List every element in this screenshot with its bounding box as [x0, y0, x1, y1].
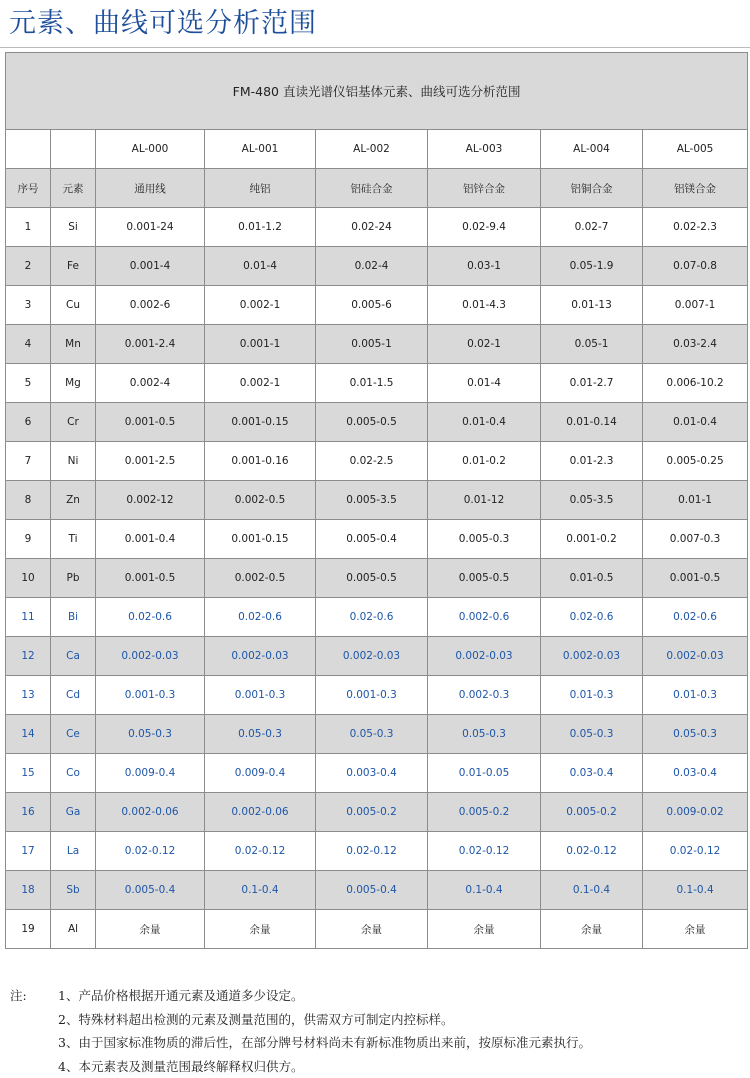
row-seq: 9	[6, 520, 51, 559]
note-line	[10, 984, 745, 1008]
range-cell: 0.01-0.4	[643, 403, 748, 442]
row-seq: 17	[6, 832, 51, 871]
range-cell: 0.02-0.12	[316, 832, 428, 871]
range-cell: 0.02-0.12	[643, 832, 748, 871]
range-cell: 0.01-12	[428, 481, 541, 520]
range-cell: 0.005-0.4	[96, 871, 205, 910]
range-cell: 0.009-0.4	[205, 754, 316, 793]
range-cell: 0.002-0.03	[205, 637, 316, 676]
range-cell: 0.002-1	[205, 364, 316, 403]
table-row	[6, 676, 748, 715]
range-cell: 0.02-0.6	[205, 598, 316, 637]
notes-label: 注:	[10, 984, 58, 1008]
table-row	[6, 208, 748, 247]
row-seq: 5	[6, 364, 51, 403]
table-row	[6, 481, 748, 520]
table-row	[6, 715, 748, 754]
table-row	[6, 403, 748, 442]
range-cell: 0.03-0.4	[541, 754, 643, 793]
range-cell: 0.02-0.12	[541, 832, 643, 871]
range-cell: 0.001-4	[96, 247, 205, 286]
range-cell: 0.001-0.5	[96, 403, 205, 442]
row-element: Mn	[51, 325, 96, 364]
column-header-seq: 序号	[6, 169, 51, 208]
row-seq: 11	[6, 598, 51, 637]
page-title: 元素、曲线可选分析范围	[9, 4, 317, 44]
range-cell: 0.005-0.2	[316, 793, 428, 832]
range-cell: 0.001-2.5	[96, 442, 205, 481]
range-cell: 0.05-0.3	[643, 715, 748, 754]
curve-code: AL-003	[428, 130, 541, 169]
range-cell: 余量	[205, 910, 316, 949]
row-seq: 18	[6, 871, 51, 910]
range-cell: 0.005-0.2	[541, 793, 643, 832]
range-cell: 0.02-0.6	[643, 598, 748, 637]
range-cell: 0.002-0.6	[428, 598, 541, 637]
range-cell: 0.001-0.3	[316, 676, 428, 715]
range-cell: 0.005-3.5	[316, 481, 428, 520]
range-cell: 0.005-0.4	[316, 520, 428, 559]
header-empty-cell	[6, 130, 51, 169]
row-element: Cd	[51, 676, 96, 715]
range-cell: 0.02-0.6	[541, 598, 643, 637]
table-row	[6, 832, 748, 871]
range-cell: 0.05-0.3	[428, 715, 541, 754]
range-cell: 0.01-1	[643, 481, 748, 520]
range-cell: 0.007-0.3	[643, 520, 748, 559]
table-caption-row	[6, 53, 748, 130]
range-cell: 余量	[96, 910, 205, 949]
range-cell: 0.02-4	[316, 247, 428, 286]
range-cell: 0.002-0.5	[205, 481, 316, 520]
row-element: Ce	[51, 715, 96, 754]
table-row	[6, 520, 748, 559]
notes	[10, 984, 745, 1078]
range-cell: 0.02-0.12	[96, 832, 205, 871]
row-element: Bi	[51, 598, 96, 637]
note-line	[10, 1055, 745, 1078]
row-element: Mg	[51, 364, 96, 403]
row-seq: 19	[6, 910, 51, 949]
range-cell: 0.02-7	[541, 208, 643, 247]
row-seq: 16	[6, 793, 51, 832]
row-element: Fe	[51, 247, 96, 286]
range-cell: 0.001-0.2	[541, 520, 643, 559]
range-cell: 0.002-0.03	[316, 637, 428, 676]
range-cell: 0.01-4	[428, 364, 541, 403]
table-row	[6, 364, 748, 403]
row-seq: 12	[6, 637, 51, 676]
range-cell: 0.005-0.5	[316, 403, 428, 442]
range-cell: 0.01-0.2	[428, 442, 541, 481]
range-cell: 0.005-1	[316, 325, 428, 364]
row-seq: 15	[6, 754, 51, 793]
range-cell: 0.001-1	[205, 325, 316, 364]
range-cell: 0.01-0.5	[541, 559, 643, 598]
row-seq: 2	[6, 247, 51, 286]
range-cell: 0.02-0.6	[96, 598, 205, 637]
range-cell: 0.1-0.4	[428, 871, 541, 910]
range-cell: 0.01-2.3	[541, 442, 643, 481]
range-cell: 0.01-13	[541, 286, 643, 325]
row-element: Zn	[51, 481, 96, 520]
range-cell: 0.002-0.03	[428, 637, 541, 676]
element-range-table	[5, 52, 748, 949]
row-seq: 3	[6, 286, 51, 325]
table-row	[6, 598, 748, 637]
range-cell: 0.02-0.12	[205, 832, 316, 871]
table-row	[6, 793, 748, 832]
table-row	[6, 754, 748, 793]
range-cell: 0.01-1.2	[205, 208, 316, 247]
range-cell: 0.005-6	[316, 286, 428, 325]
row-element: Co	[51, 754, 96, 793]
range-cell: 0.03-1	[428, 247, 541, 286]
curve-code: AL-000	[96, 130, 205, 169]
row-element: Cu	[51, 286, 96, 325]
range-cell: 余量	[316, 910, 428, 949]
range-cell: 0.05-0.3	[96, 715, 205, 754]
range-cell: 0.01-2.7	[541, 364, 643, 403]
range-cell: 0.07-0.8	[643, 247, 748, 286]
title-divider	[0, 47, 750, 48]
row-seq: 6	[6, 403, 51, 442]
range-cell: 0.01-0.05	[428, 754, 541, 793]
row-element: Ni	[51, 442, 96, 481]
range-cell: 0.03-2.4	[643, 325, 748, 364]
note-item: 4、本元素表及测量范围最终解释权归供方。	[58, 1059, 303, 1074]
range-cell: 0.005-0.25	[643, 442, 748, 481]
range-cell: 0.002-0.06	[96, 793, 205, 832]
range-cell: 0.02-0.6	[316, 598, 428, 637]
range-cell: 0.03-0.4	[643, 754, 748, 793]
table-caption: FM-480 直读光谱仪铝基体元素、曲线可选分析范围	[6, 53, 748, 130]
header-empty-cell	[51, 130, 96, 169]
curve-code-row	[6, 130, 748, 169]
range-cell: 0.001-0.5	[643, 559, 748, 598]
range-cell: 0.006-10.2	[643, 364, 748, 403]
range-cell: 余量	[541, 910, 643, 949]
row-element: La	[51, 832, 96, 871]
range-cell: 0.1-0.4	[541, 871, 643, 910]
note-item: 3、由于国家标准物质的滞后性，在部分牌号材料尚未有新标准物质出来前，按原标准元素执行。	[58, 1035, 591, 1050]
range-cell: 0.002-4	[96, 364, 205, 403]
column-header-element: 元素	[51, 169, 96, 208]
curve-code: AL-004	[541, 130, 643, 169]
range-cell: 0.02-1	[428, 325, 541, 364]
row-element: Ca	[51, 637, 96, 676]
range-cell: 0.01-0.3	[541, 676, 643, 715]
table-row	[6, 871, 748, 910]
range-cell: 0.01-0.14	[541, 403, 643, 442]
row-seq: 10	[6, 559, 51, 598]
range-cell: 0.01-0.4	[428, 403, 541, 442]
range-cell: 0.001-0.16	[205, 442, 316, 481]
curve-code: AL-002	[316, 130, 428, 169]
table-row	[6, 910, 748, 949]
table-row	[6, 637, 748, 676]
curve-name: 通用线	[96, 169, 205, 208]
range-cell: 0.02-2.5	[316, 442, 428, 481]
range-cell: 0.05-3.5	[541, 481, 643, 520]
range-cell: 0.1-0.4	[643, 871, 748, 910]
note-item: 1、产品价格根据开通元素及通道多少设定。	[58, 988, 303, 1003]
note-line	[10, 1008, 745, 1032]
row-element: Ti	[51, 520, 96, 559]
row-element: Ga	[51, 793, 96, 832]
range-cell: 0.001-0.3	[205, 676, 316, 715]
note-item: 2、特殊材料超出检测的元素及测量范围的，供需双方可制定内控标样。	[58, 1012, 453, 1027]
table-row	[6, 442, 748, 481]
table-row	[6, 247, 748, 286]
range-cell: 0.005-0.5	[316, 559, 428, 598]
range-cell: 0.002-0.5	[205, 559, 316, 598]
range-cell: 0.05-1	[541, 325, 643, 364]
range-cell: 0.001-24	[96, 208, 205, 247]
range-cell: 0.005-0.4	[316, 871, 428, 910]
row-seq: 8	[6, 481, 51, 520]
table-row	[6, 325, 748, 364]
table-row	[6, 559, 748, 598]
range-cell: 0.007-1	[643, 286, 748, 325]
range-cell: 余量	[428, 910, 541, 949]
range-cell: 0.02-24	[316, 208, 428, 247]
curve-name: 铝硅合金	[316, 169, 428, 208]
range-cell: 0.001-0.3	[96, 676, 205, 715]
range-cell: 0.005-0.5	[428, 559, 541, 598]
range-cell: 0.009-0.02	[643, 793, 748, 832]
range-cell: 0.002-0.03	[96, 637, 205, 676]
row-seq: 4	[6, 325, 51, 364]
curve-name: 纯铝	[205, 169, 316, 208]
range-cell: 余量	[643, 910, 748, 949]
range-cell: 0.05-1.9	[541, 247, 643, 286]
table-row	[6, 286, 748, 325]
row-seq: 1	[6, 208, 51, 247]
curve-name: 铝镁合金	[643, 169, 748, 208]
curve-name: 铝锌合金	[428, 169, 541, 208]
range-cell: 0.003-0.4	[316, 754, 428, 793]
range-cell: 0.002-0.03	[643, 637, 748, 676]
range-cell: 0.002-0.3	[428, 676, 541, 715]
range-cell: 0.001-2.4	[96, 325, 205, 364]
range-cell: 0.05-0.3	[541, 715, 643, 754]
curve-code: AL-001	[205, 130, 316, 169]
range-cell: 0.05-0.3	[316, 715, 428, 754]
range-cell: 0.05-0.3	[205, 715, 316, 754]
curve-name-row	[6, 169, 748, 208]
note-line	[10, 1031, 745, 1055]
range-cell: 0.002-0.03	[541, 637, 643, 676]
row-seq: 13	[6, 676, 51, 715]
range-cell: 0.001-0.15	[205, 520, 316, 559]
range-cell: 0.002-0.06	[205, 793, 316, 832]
row-element: Pb	[51, 559, 96, 598]
range-cell: 0.1-0.4	[205, 871, 316, 910]
range-cell: 0.002-12	[96, 481, 205, 520]
range-cell: 0.005-0.3	[428, 520, 541, 559]
range-cell: 0.02-0.12	[428, 832, 541, 871]
range-cell: 0.01-4.3	[428, 286, 541, 325]
row-element: Sb	[51, 871, 96, 910]
range-cell: 0.002-6	[96, 286, 205, 325]
range-cell: 0.01-4	[205, 247, 316, 286]
row-seq: 14	[6, 715, 51, 754]
range-cell: 0.001-0.15	[205, 403, 316, 442]
range-cell: 0.01-1.5	[316, 364, 428, 403]
row-seq: 7	[6, 442, 51, 481]
curve-name: 铝铜合金	[541, 169, 643, 208]
curve-code: AL-005	[643, 130, 748, 169]
range-cell: 0.005-0.2	[428, 793, 541, 832]
row-element: Cr	[51, 403, 96, 442]
row-element: Si	[51, 208, 96, 247]
range-cell: 0.002-1	[205, 286, 316, 325]
range-cell: 0.02-9.4	[428, 208, 541, 247]
range-cell: 0.009-0.4	[96, 754, 205, 793]
range-cell: 0.001-0.4	[96, 520, 205, 559]
range-cell: 0.001-0.5	[96, 559, 205, 598]
range-cell: 0.01-0.3	[643, 676, 748, 715]
range-cell: 0.02-2.3	[643, 208, 748, 247]
row-element: Al	[51, 910, 96, 949]
